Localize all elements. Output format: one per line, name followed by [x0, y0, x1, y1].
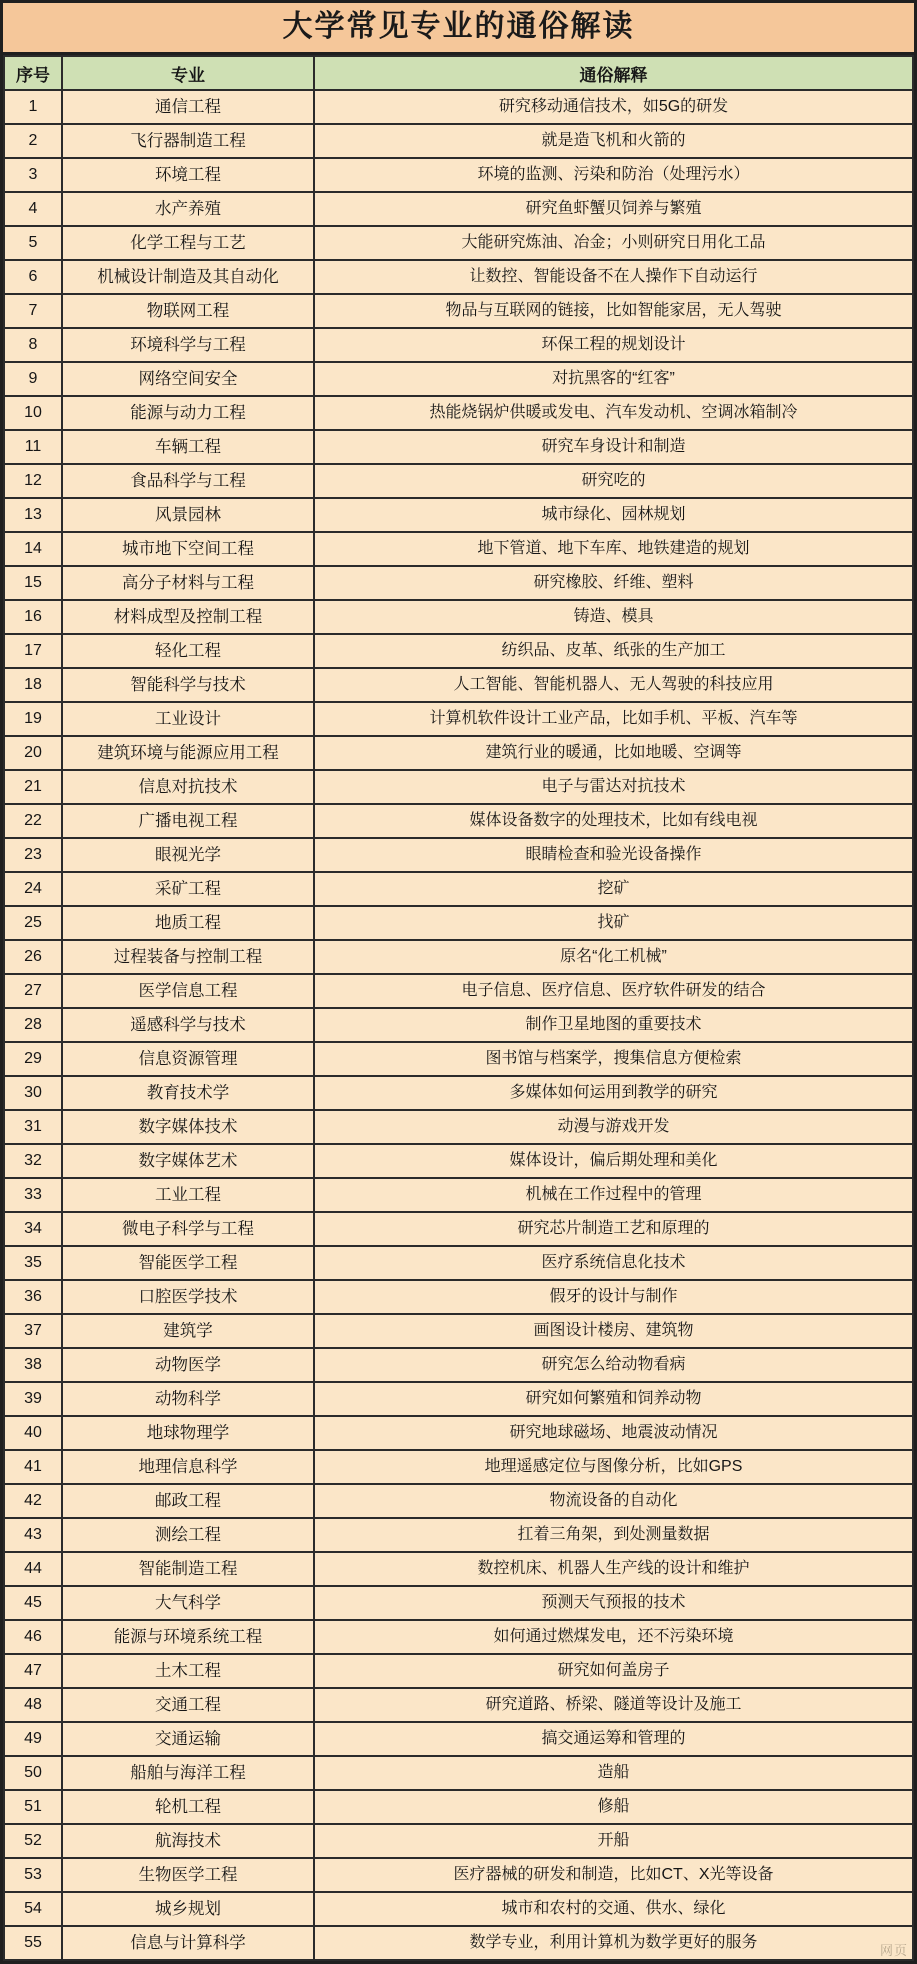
table-row	[4, 158, 913, 192]
table-row	[4, 1654, 913, 1688]
cell-index: 45	[4, 1586, 62, 1620]
table-row	[4, 906, 913, 940]
cell-description: 找矿	[314, 906, 913, 940]
cell-major: 地球物理学	[62, 1416, 314, 1450]
table-row	[4, 532, 913, 566]
table-row	[4, 1382, 913, 1416]
cell-description: 数控机床、机器人生产线的设计和维护	[314, 1552, 913, 1586]
cell-index: 13	[4, 498, 62, 532]
cell-index: 28	[4, 1008, 62, 1042]
cell-description: 搞交通运筹和管理的	[314, 1722, 913, 1756]
cell-index: 22	[4, 804, 62, 838]
cell-major: 物联网工程	[62, 294, 314, 328]
cell-major: 数字媒体艺术	[62, 1144, 314, 1178]
cell-description: 铸造、模具	[314, 600, 913, 634]
cell-major: 数字媒体技术	[62, 1110, 314, 1144]
table-row	[4, 1892, 913, 1926]
cell-index: 8	[4, 328, 62, 362]
cell-description: 研究吃的	[314, 464, 913, 498]
cell-description: 造船	[314, 1756, 913, 1790]
cell-index: 43	[4, 1518, 62, 1552]
cell-major: 测绘工程	[62, 1518, 314, 1552]
cell-index: 6	[4, 260, 62, 294]
cell-major: 船舶与海洋工程	[62, 1756, 314, 1790]
cell-index: 3	[4, 158, 62, 192]
cell-index: 32	[4, 1144, 62, 1178]
cell-major: 通信工程	[62, 90, 314, 124]
cell-index: 49	[4, 1722, 62, 1756]
cell-major: 信息与计算科学	[62, 1926, 314, 1960]
cell-index: 31	[4, 1110, 62, 1144]
table-row	[4, 1212, 913, 1246]
cell-major: 环境工程	[62, 158, 314, 192]
cell-major: 地理信息科学	[62, 1450, 314, 1484]
cell-index: 38	[4, 1348, 62, 1382]
table-row	[4, 1926, 913, 1960]
table-row	[4, 1756, 913, 1790]
cell-index: 10	[4, 396, 62, 430]
cell-major: 过程装备与控制工程	[62, 940, 314, 974]
table-row	[4, 1076, 913, 1110]
cell-major: 采矿工程	[62, 872, 314, 906]
table-row	[4, 770, 913, 804]
cell-description: 计算机软件设计工业产品，比如手机、平板、汽车等	[314, 702, 913, 736]
cell-description: 修船	[314, 1790, 913, 1824]
table-row	[4, 1552, 913, 1586]
table-row	[4, 362, 913, 396]
cell-index: 30	[4, 1076, 62, 1110]
cell-index: 44	[4, 1552, 62, 1586]
cell-description: 研究鱼虾蟹贝饲养与繁殖	[314, 192, 913, 226]
cell-description: 研究如何盖房子	[314, 1654, 913, 1688]
cell-major: 土木工程	[62, 1654, 314, 1688]
cell-index: 16	[4, 600, 62, 634]
cell-major: 水产养殖	[62, 192, 314, 226]
cell-index: 27	[4, 974, 62, 1008]
table-row	[4, 328, 913, 362]
table-row	[4, 90, 913, 124]
table-row	[4, 464, 913, 498]
cell-description: 环境的监测、污染和防治（处理污水）	[314, 158, 913, 192]
cell-description: 研究车身设计和制造	[314, 430, 913, 464]
table-row	[4, 226, 913, 260]
cell-index: 53	[4, 1858, 62, 1892]
cell-index: 55	[4, 1926, 62, 1960]
cell-index: 39	[4, 1382, 62, 1416]
cell-major: 轻化工程	[62, 634, 314, 668]
table-row	[4, 838, 913, 872]
cell-major: 智能制造工程	[62, 1552, 314, 1586]
cell-index: 7	[4, 294, 62, 328]
cell-description: 预测天气预报的技术	[314, 1586, 913, 1620]
cell-major: 智能医学工程	[62, 1246, 314, 1280]
table-row	[4, 430, 913, 464]
cell-index: 14	[4, 532, 62, 566]
cell-index: 29	[4, 1042, 62, 1076]
cell-description: 物流设备的自动化	[314, 1484, 913, 1518]
cell-major: 广播电视工程	[62, 804, 314, 838]
cell-index: 21	[4, 770, 62, 804]
table-row	[4, 566, 913, 600]
cell-major: 风景园林	[62, 498, 314, 532]
cell-major: 轮机工程	[62, 1790, 314, 1824]
cell-index: 11	[4, 430, 62, 464]
cell-index: 51	[4, 1790, 62, 1824]
cell-index: 5	[4, 226, 62, 260]
cell-major: 工业设计	[62, 702, 314, 736]
cell-description: 医疗系统信息化技术	[314, 1246, 913, 1280]
table-row	[4, 1144, 913, 1178]
cell-index: 9	[4, 362, 62, 396]
cell-description: 物品与互联网的链接，比如智能家居，无人驾驶	[314, 294, 913, 328]
cell-major: 车辆工程	[62, 430, 314, 464]
cell-description: 医疗器械的研发和制造，比如CT、X光等设备	[314, 1858, 913, 1892]
cell-index: 37	[4, 1314, 62, 1348]
table-row	[4, 702, 913, 736]
cell-index: 42	[4, 1484, 62, 1518]
cell-index: 19	[4, 702, 62, 736]
cell-description: 就是造飞机和火箭的	[314, 124, 913, 158]
cell-description: 研究芯片制造工艺和原理的	[314, 1212, 913, 1246]
cell-index: 24	[4, 872, 62, 906]
cell-description: 研究地球磁场、地震波动情况	[314, 1416, 913, 1450]
cell-description: 假牙的设计与制作	[314, 1280, 913, 1314]
cell-description: 数学专业，利用计算机为数学更好的服务	[314, 1926, 913, 1960]
column-header-index: 序号	[4, 56, 62, 90]
cell-description: 画图设计楼房、建筑物	[314, 1314, 913, 1348]
cell-major: 智能科学与技术	[62, 668, 314, 702]
cell-description: 研究如何繁殖和饲养动物	[314, 1382, 913, 1416]
cell-description: 多媒体如何运用到教学的研究	[314, 1076, 913, 1110]
cell-major: 地质工程	[62, 906, 314, 940]
table-row	[4, 294, 913, 328]
table-row	[4, 634, 913, 668]
table-row	[4, 940, 913, 974]
cell-major: 信息资源管理	[62, 1042, 314, 1076]
cell-index: 35	[4, 1246, 62, 1280]
cell-index: 40	[4, 1416, 62, 1450]
cell-index: 46	[4, 1620, 62, 1654]
cell-major: 医学信息工程	[62, 974, 314, 1008]
cell-description: 图书馆与档案学，搜集信息方便检索	[314, 1042, 913, 1076]
cell-description: 机械在工作过程中的管理	[314, 1178, 913, 1212]
cell-description: 人工智能、智能机器人、无人驾驶的科技应用	[314, 668, 913, 702]
table-row	[4, 260, 913, 294]
table-row	[4, 1110, 913, 1144]
cell-description: 动漫与游戏开发	[314, 1110, 913, 1144]
cell-major: 动物医学	[62, 1348, 314, 1382]
cell-major: 环境科学与工程	[62, 328, 314, 362]
table-header-row	[4, 56, 913, 90]
cell-major: 眼视光学	[62, 838, 314, 872]
cell-index: 12	[4, 464, 62, 498]
cell-description: 电子信息、医疗信息、医疗软件研发的结合	[314, 974, 913, 1008]
cell-description: 对抗黑客的“红客”	[314, 362, 913, 396]
cell-index: 33	[4, 1178, 62, 1212]
cell-index: 54	[4, 1892, 62, 1926]
table-row	[4, 1790, 913, 1824]
cell-description: 眼睛检查和验光设备操作	[314, 838, 913, 872]
cell-index: 4	[4, 192, 62, 226]
cell-description: 制作卫星地图的重要技术	[314, 1008, 913, 1042]
cell-description: 研究移动通信技术，如5G的研发	[314, 90, 913, 124]
cell-index: 26	[4, 940, 62, 974]
table-header	[4, 56, 913, 90]
table-row	[4, 736, 913, 770]
cell-description: 媒体设备数字的处理技术，比如有线电视	[314, 804, 913, 838]
watermark: 网页	[879, 1943, 908, 1958]
table-row	[4, 1484, 913, 1518]
table-row	[4, 1416, 913, 1450]
cell-major: 工业工程	[62, 1178, 314, 1212]
table-row	[4, 1688, 913, 1722]
table-row	[4, 1824, 913, 1858]
table-row	[4, 668, 913, 702]
cell-major: 动物科学	[62, 1382, 314, 1416]
cell-major: 城市地下空间工程	[62, 532, 314, 566]
table-row	[4, 974, 913, 1008]
page-title: 大学常见专业的通俗解读	[282, 10, 635, 43]
cell-major: 城乡规划	[62, 1892, 314, 1926]
column-header-major: 专业	[62, 56, 314, 90]
cell-major: 能源与环境系统工程	[62, 1620, 314, 1654]
table-row	[4, 1722, 913, 1756]
cell-description: 热能烧锅炉供暖或发电、汽车发动机、空调冰箱制冷	[314, 396, 913, 430]
table-container	[3, 55, 914, 1961]
cell-major: 食品科学与工程	[62, 464, 314, 498]
table-row	[4, 124, 913, 158]
cell-major: 飞行器制造工程	[62, 124, 314, 158]
cell-major: 高分子材料与工程	[62, 566, 314, 600]
majors-table	[3, 55, 914, 1961]
cell-major: 化学工程与工艺	[62, 226, 314, 260]
table-row	[4, 1178, 913, 1212]
cell-description: 环保工程的规划设计	[314, 328, 913, 362]
table-row	[4, 804, 913, 838]
cell-index: 23	[4, 838, 62, 872]
cell-index: 2	[4, 124, 62, 158]
cell-major: 交通工程	[62, 1688, 314, 1722]
cell-description: 电子与雷达对抗技术	[314, 770, 913, 804]
table-row	[4, 1620, 913, 1654]
cell-index: 20	[4, 736, 62, 770]
cell-index: 15	[4, 566, 62, 600]
cell-description: 研究橡胶、纤维、塑料	[314, 566, 913, 600]
table-row	[4, 1858, 913, 1892]
cell-major: 建筑环境与能源应用工程	[62, 736, 314, 770]
table-row	[4, 498, 913, 532]
table-body	[4, 90, 913, 1960]
cell-description: 建筑行业的暖通，比如地暖、空调等	[314, 736, 913, 770]
table-row	[4, 1518, 913, 1552]
cell-description: 城市和农村的交通、供水、绿化	[314, 1892, 913, 1926]
cell-major: 机械设计制造及其自动化	[62, 260, 314, 294]
cell-index: 25	[4, 906, 62, 940]
cell-index: 48	[4, 1688, 62, 1722]
cell-major: 邮政工程	[62, 1484, 314, 1518]
cell-index: 36	[4, 1280, 62, 1314]
cell-major: 教育技术学	[62, 1076, 314, 1110]
cell-major: 航海技术	[62, 1824, 314, 1858]
table-row	[4, 1246, 913, 1280]
table-row	[4, 1586, 913, 1620]
cell-major: 交通运输	[62, 1722, 314, 1756]
cell-major: 建筑学	[62, 1314, 314, 1348]
cell-index: 50	[4, 1756, 62, 1790]
cell-index: 17	[4, 634, 62, 668]
table-row	[4, 1348, 913, 1382]
cell-description: 研究道路、桥梁、隧道等设计及施工	[314, 1688, 913, 1722]
cell-major: 材料成型及控制工程	[62, 600, 314, 634]
cell-description: 地下管道、地下车库、地铁建造的规划	[314, 532, 913, 566]
cell-major: 能源与动力工程	[62, 396, 314, 430]
table-row	[4, 396, 913, 430]
cell-index: 41	[4, 1450, 62, 1484]
cell-description: 研究怎么给动物看病	[314, 1348, 913, 1382]
table-row	[4, 1314, 913, 1348]
cell-major: 生物医学工程	[62, 1858, 314, 1892]
cell-description: 扛着三角架，到处测量数据	[314, 1518, 913, 1552]
table-row	[4, 1008, 913, 1042]
cell-major: 微电子科学与工程	[62, 1212, 314, 1246]
cell-index: 47	[4, 1654, 62, 1688]
cell-major: 遥感科学与技术	[62, 1008, 314, 1042]
cell-description: 媒体设计，偏后期处理和美化	[314, 1144, 913, 1178]
cell-description: 大能研究炼油、冶金；小则研究日用化工品	[314, 226, 913, 260]
cell-index: 1	[4, 90, 62, 124]
cell-major: 网络空间安全	[62, 362, 314, 396]
cell-description: 纺织品、皮革、纸张的生产加工	[314, 634, 913, 668]
cell-description: 地理遥感定位与图像分析，比如GPS	[314, 1450, 913, 1484]
cell-description: 如何通过燃煤发电，还不污染环境	[314, 1620, 913, 1654]
table-row	[4, 192, 913, 226]
table-row	[4, 872, 913, 906]
table-row	[4, 1450, 913, 1484]
cell-description: 开船	[314, 1824, 913, 1858]
table-row	[4, 1042, 913, 1076]
cell-major: 信息对抗技术	[62, 770, 314, 804]
table-row	[4, 1280, 913, 1314]
cell-index: 34	[4, 1212, 62, 1246]
cell-description: 让数控、智能设备不在人操作下自动运行	[314, 260, 913, 294]
cell-index: 52	[4, 1824, 62, 1858]
table-row	[4, 600, 913, 634]
cell-description: 挖矿	[314, 872, 913, 906]
cell-major: 大气科学	[62, 1586, 314, 1620]
cell-major: 口腔医学技术	[62, 1280, 314, 1314]
cell-description: 城市绿化、园林规划	[314, 498, 913, 532]
cell-description: 原名“化工机械”	[314, 940, 913, 974]
cell-index: 18	[4, 668, 62, 702]
title-bar	[3, 3, 914, 55]
column-header-description: 通俗解释	[314, 56, 913, 90]
